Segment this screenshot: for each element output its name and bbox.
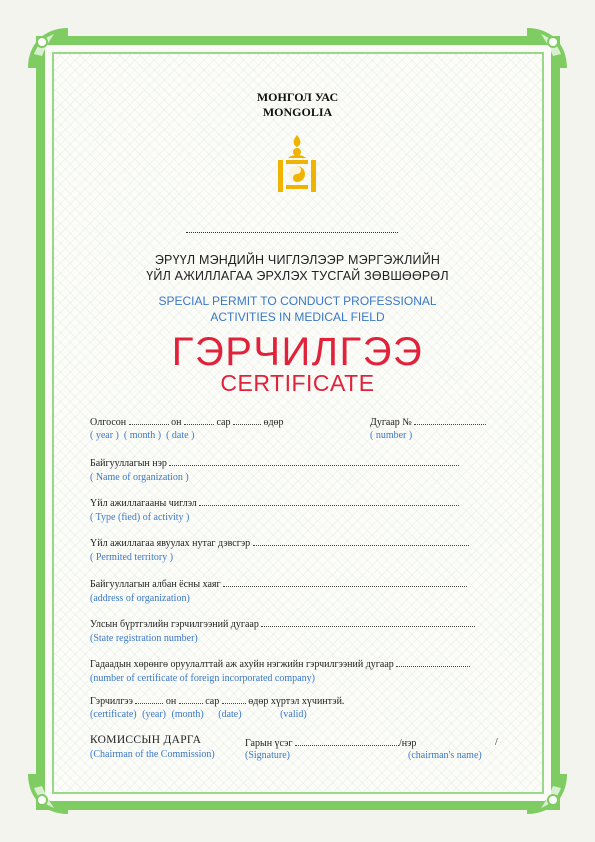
field-activity-type: Үйл ажиллагааны чиглэл ( Type (fied) of activity ) bbox=[90, 497, 498, 524]
issued-label: Олгосон bbox=[90, 417, 127, 428]
chairman-label-en: (Chairman of the Commission) bbox=[90, 749, 215, 760]
permit-title-mn bbox=[0, 252, 595, 284]
signature-block: Гарын үсэг /нэр / (Signature) (chairman's name) bbox=[245, 737, 498, 761]
certificate-title-en: CERTIFICATE bbox=[220, 370, 375, 396]
country-header bbox=[0, 90, 595, 120]
number-label-en: ( number ) bbox=[370, 430, 413, 441]
signature-label-en: (Signature) bbox=[245, 750, 290, 761]
day-label-mn: өдөр bbox=[263, 417, 284, 428]
field-permitted-territory: Үйл ажиллагаа явуулах нутаг дэвсгэр ( Permited territory ) bbox=[90, 537, 498, 564]
name-label-en: (chairman's name) bbox=[408, 750, 482, 761]
validity-row-en: (certificate) (year) (month) (date) (valid) bbox=[90, 709, 307, 720]
corner-ornament-icon bbox=[523, 24, 571, 72]
field-foreign-company-certificate: Гадаадын хөрөнгө оруулалттай аж ахуйн нэгжийн гэрчилгээний дугаар (number of certificate of foreign incorporated company) bbox=[90, 658, 498, 685]
month-label-mn: сар bbox=[216, 417, 231, 428]
permit-title-mn-line2: ҮЙЛ АЖИЛЛАГАА ЭРХЛЭХ ТУСГАЙ ЗӨВШӨӨРӨЛ bbox=[146, 269, 449, 283]
field-state-registration: Улсын бүртгэлийн гэрчилгээний дугаар (State registration number) bbox=[90, 618, 498, 645]
chairman-label-mn: КОМИССЫН ДАРГА bbox=[90, 734, 202, 746]
permit-title-mn-line1: ЭРҮҮЛ МЭНДИЙН ЧИГЛЭЛЭЭР МЭРГЭЖЛИЙН bbox=[154, 253, 441, 267]
permit-title-en-line2: ACTIVITIES IN MEDICAL FIELD bbox=[210, 310, 385, 324]
chairman-block bbox=[90, 734, 250, 761]
field-organization-name: Байгууллагын нэр ( Name of organization ) bbox=[90, 457, 498, 484]
corner-ornament-icon bbox=[24, 770, 72, 818]
corner-ornament-icon bbox=[523, 770, 571, 818]
issued-date-en: ( year ) ( month ) ( date ) bbox=[90, 430, 195, 441]
signature-label-mn: Гарын үсэг bbox=[245, 738, 293, 749]
number-label-mn: Дугаар № bbox=[370, 417, 412, 428]
validity-row: Гэрчилгээ он сар өдөр хүртэл хүчинтэй. (certificate) (year) (month) (date) (valid) bbox=[90, 695, 498, 708]
certificate-number-row bbox=[370, 416, 486, 441]
country-name-en: MONGOLIA bbox=[262, 105, 333, 119]
certificate-title-mn: ГЭРЧИЛГЭЭ bbox=[171, 330, 424, 374]
soyombo-emblem-icon bbox=[274, 133, 320, 195]
country-name-mn: МОНГОЛ УАС bbox=[256, 90, 339, 104]
year-label-mn: он bbox=[171, 417, 182, 428]
corner-ornament-icon bbox=[24, 24, 72, 72]
permit-title-en bbox=[0, 293, 595, 325]
name-label-mn: /нэр bbox=[399, 738, 417, 749]
dotted-separator bbox=[186, 232, 398, 233]
field-organization-address: Байгууллагын албан ёсны хаяг (address of organization) bbox=[90, 578, 498, 605]
permit-title-en-line1: SPECIAL PERMIT TO CONDUCT PROFESSIONAL bbox=[158, 294, 437, 308]
